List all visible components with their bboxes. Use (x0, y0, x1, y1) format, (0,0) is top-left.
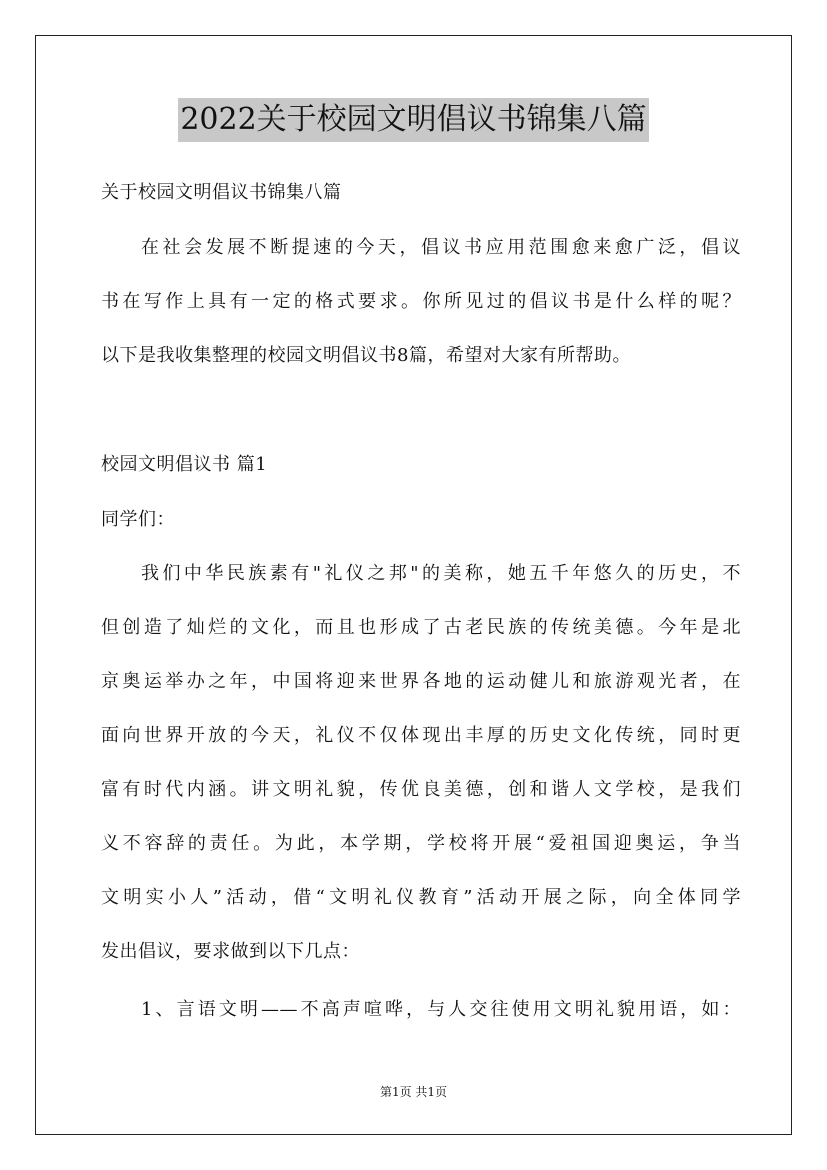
body-line-4: 面向世界开放的今天，礼仪不仅体现出丰厚的历史文化传统，同时更 (101, 725, 741, 746)
document-title: 2022关于校园文明倡议书锦集八篇 (178, 98, 648, 142)
body-line-1: 我们中华民族素有"礼仪之邦"的美称，她五千年悠久的历史，不 (141, 563, 741, 584)
intro-line-1: 在社会发展不断提速的今天，倡议书应用范围愈来愈广泛，倡议 (141, 237, 741, 258)
salutation: 同学们： (101, 509, 175, 530)
title-container (0, 98, 827, 142)
body-line-3: 京奥运举办之年，中国将迎来世界各地的运动健儿和旅游观光者，在 (101, 671, 741, 692)
point-1: 1、言语文明——不高声喧哗，与人交往使用文明礼貌用语，如： (141, 999, 741, 1020)
body-line-2: 但创造了灿烂的文化，而且也形成了古老民族的传统美德。今年是北 (101, 617, 741, 638)
body-line-6: 义不容辞的责任。为此，本学期，学校将开展“爱祖国迎奥运，争当 (101, 833, 741, 854)
body-line-8: 发出倡议，要求做到以下几点： (101, 941, 360, 962)
section-heading: 校园文明倡议书 篇1 (101, 454, 268, 475)
subtitle: 关于校园文明倡议书锦集八篇 (101, 182, 342, 203)
page-footer: 第1页 共1页 (379, 1085, 448, 1099)
body-line-5: 富有时代内涵。讲文明礼貌，传优良美德，创和谐人文学校，是我们 (101, 779, 741, 800)
body-line-7: 文明实小人”活动，借“文明礼仪教育”活动开展之际，向全体同学 (101, 887, 741, 908)
intro-line-2: 书在写作上具有一定的格式要求。你所见过的倡议书是什么样的呢？ (101, 291, 741, 312)
intro-line-3: 以下是我收集整理的校园文明倡议书8篇，希望对大家有所帮助。 (101, 345, 631, 366)
